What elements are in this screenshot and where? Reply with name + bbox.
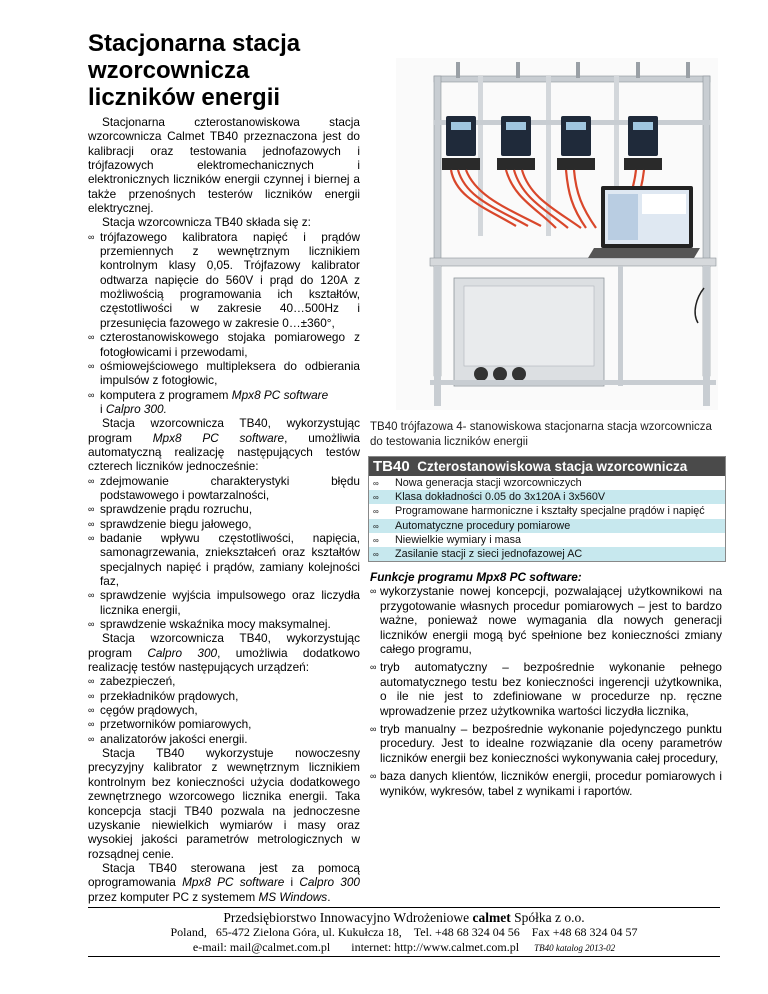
test-item: ∞ sprawdzenie wyjścia impulsowego oraz liczydła licznika energii,: [88, 588, 360, 617]
bullet-icon: ∞: [373, 493, 379, 503]
test-item: ∞ zdejmowanie charakterystyki błędu podstawowego i powtarzalności,: [88, 473, 360, 502]
concept-paragraph: Stacja TB40 wykorzystuje nowoczesny precyzyjny kalibrator z wewnętrznym licznikiem kontrolnym bez konieczności użycia dodatkowego zewnętrznego wzorcowego licznika energii. Taka koncepcja stacji TB40 pozwala na jednoczesne uzyskanie niewielkich wymiarów i masy oraz wysokiej jakości parametrów metrologicznych w rozsądnej cenie.: [88, 746, 360, 861]
calpro-paragraph: Stacja wzorcownicza TB40, wykorzystując program Calpro 300, umożliwia dodatkowo realizację testów następujących urządzeń:: [88, 631, 360, 675]
bullet-icon: ∞: [370, 662, 377, 673]
company-address: Poland, 65-472 Zielona Góra, ul. Kukułcza 18, Tel. +48 68 324 04 56 Fax +48 68 324 04 57: [170, 925, 638, 939]
hook: [576, 62, 580, 78]
feature-row: ∞ Klasa dokładności 0.05 do 3x120A i 3x560V: [369, 490, 725, 504]
test-item: ∞ badanie wpływu częstotliwości, napięcia, samonagrzewania, zniekształceń oraz kształtów specjalnych napięć i prądów, zamiany kolejności faz,: [88, 530, 360, 588]
bullet-icon: ∞: [88, 518, 95, 529]
composition-item: ∞ trójfazowego kalibratora napięć i prądów przemiennych z wewnętrznym licznikiem kontrolnym klasy 0,05. Trójfazowy kalibrator odtwarza napięcie do 560V i prąd do 120A z możliwością programowania ich kształtów, częstotliwości w zakresie 40…500Hz i przesunięcia fazowego w zakresie 0…±360°,: [88, 229, 360, 330]
company-footer: [88, 907, 720, 957]
bottom-rail: [430, 380, 716, 385]
bullet-icon: ∞: [373, 521, 379, 531]
device-item: ∞ analizatorów jakości energii.: [88, 731, 248, 746]
automation-paragraph: Stacja wzorcownicza TB40, wykorzystując program Mpx8 PC software, umożliwia automatyczną realizację następujących testów czterech liczników jednocześnie:: [88, 416, 360, 474]
bullet-icon: ∞: [88, 676, 95, 687]
meter-1: [446, 116, 476, 156]
hook: [636, 62, 640, 78]
feature-row: ∞ Niewielkie wymiary i masa: [369, 533, 725, 547]
bullet-icon: ∞: [370, 771, 377, 782]
feature-row: ∞ Programowane harmoniczne i kształty specjalne prądów i napięć: [369, 504, 725, 518]
leg: [434, 266, 441, 406]
feature-row: ∞ Automatyczne procedury pomiarowe: [369, 519, 725, 533]
terminal-block: [442, 158, 480, 170]
composition-item: ∞ ośmiowejściowego multipleksera do odbierania impulsów z fotogłowic,: [88, 358, 360, 388]
bullet-icon: ∞: [88, 733, 95, 744]
bullet-icon: ∞: [373, 507, 379, 517]
feature-table-header: TB40 Czterostanowiskowa stacja wzorcownicza: [369, 457, 725, 476]
bullet-icon: ∞: [88, 619, 95, 630]
device-item: ∞ cęgów prądowych,: [88, 703, 198, 718]
bullet-icon: ∞: [88, 475, 95, 486]
bullet-icon: ∞: [88, 705, 95, 716]
bullet-icon: ∞: [88, 532, 95, 543]
hook: [686, 62, 690, 78]
device-item: ∞ zabezpieczeń,: [88, 674, 176, 689]
leg: [618, 266, 623, 386]
bullet-icon: ∞: [88, 231, 95, 242]
bullet-icon: ∞: [88, 690, 95, 701]
terminal-block: [557, 158, 595, 170]
meter-4: [628, 116, 658, 156]
function-item: ∞ wykorzystanie nowej koncepcji, pozwalającej użytkownikowi na przygotowanie własnych procedur pomiarowych – jest to bardzo ważne, ponieważ nowe wymagania dla nowych generacji liczników energii mogą być spełnione bez konieczności zmiany całego programu,: [370, 584, 722, 657]
website-link[interactable]: internet: http://www.calmet.com.pl: [351, 940, 520, 954]
bullet-icon: ∞: [373, 479, 379, 488]
catalog-code: TB40 katalog 2013-02: [534, 943, 616, 953]
composition-intro: Stacja wzorcownicza TB40 składa się z:: [102, 215, 311, 230]
test-item: ∞ sprawdzenie wskaźnika mocy maksymalnej.: [88, 617, 331, 632]
bullet-icon: ∞: [370, 586, 377, 597]
function-item: ∞ tryb manualny – bezpośrednie wykonanie pojedynczego punktu procedury. Jest to idealne rozwiązanie dla oceny parametrów liczników energii bez konieczności wykonywania całej procedury,: [370, 722, 722, 765]
composition-item: ∞ komputera z programem Mpx8 PC software i Calpro 300.: [88, 387, 329, 416]
bullet-icon: ∞: [88, 332, 95, 343]
bullet-icon: ∞: [88, 719, 95, 730]
product-photo: [396, 58, 718, 410]
bullet-icon: ∞: [88, 590, 95, 601]
terminal-block: [624, 158, 662, 170]
right-column: [370, 570, 722, 802]
bullet-icon: ∞: [373, 535, 379, 545]
feature-row: ∞ Nowa generacja stacji wzorcowniczych: [369, 476, 725, 490]
bullet-icon: ∞: [370, 724, 377, 735]
terminal-block: [497, 158, 535, 170]
hook: [516, 62, 520, 78]
function-item: ∞ tryb automatyczny – bezpośrednie wykonanie pełnego automatycznego testu bez konieczności ingerencji użytkownika, o ile nie jest to zdefiniowane w procedurze np. ręczne wprowadzenie przez użytkownika wartości liczydła licznika,: [370, 660, 722, 718]
laptop: [588, 186, 700, 258]
composition-item: ∞ czterostanowiskowego stojaka pomiarowego z fotogłowicami i przewodami,: [88, 330, 360, 359]
leg: [703, 266, 710, 406]
email-link[interactable]: e-mail: mail@calmet.com.pl: [192, 940, 331, 954]
test-item: ∞ sprawdzenie biegu jałowego,: [88, 516, 252, 531]
device-item: ∞ przekładników prądowych,: [88, 688, 239, 703]
hook: [456, 62, 460, 78]
calibrator-cabinet: [454, 278, 604, 386]
mid-upright: [478, 76, 483, 236]
company-contact: [88, 940, 720, 956]
company-name: Przedsiębiorstwo Innowacyjno Wdrożeniowe calmet Spółka z o.o.: [223, 910, 585, 925]
left-column: [88, 115, 360, 904]
bullet-icon: ∞: [88, 504, 95, 515]
meter-3: [561, 116, 591, 156]
test-item: ∞ sprawdzenie prądu rozruchu,: [88, 502, 253, 517]
photo-caption: TB40 trójfazowa 4- stanowiskowa stacjonarna stacja wzorcownicza do testowania liczników energii: [370, 421, 712, 448]
bullet-icon: ∞: [373, 549, 379, 559]
feature-row: ∞ Zasilanie stacji z sieci jednofazowej AC: [369, 547, 725, 561]
device-item: ∞ przetworników pomiarowych,: [88, 717, 252, 732]
feature-table: [368, 456, 726, 562]
bullet-icon: ∞: [88, 389, 95, 400]
functions-title: Funkcje programu Mpx8 PC software:: [370, 570, 582, 584]
intro-paragraph: Stacjonarna czterostanowiskowa stacja wzorcownicza Calmet TB40 przeznaczona jest do kalibracji oraz testowania jednofazowych i trójfazowych elektromechanicznych i elektronicznych liczników energii czynnej i biernej a także przenośnych testerów liczników energii elektrycznej.: [88, 115, 360, 216]
meter-2: [501, 116, 531, 156]
control-paragraph: Stacja TB40 sterowana jest za pomocą oprogramowania Mpx8 PC software i Calpro 300 przez komputer PC z systemem MS Windows.: [88, 860, 360, 904]
page-title: Stacjonarna stacja wzorcownicza liczników energii: [88, 30, 301, 111]
function-item: ∞ baza danych klientów, liczników energii, procedur pomiarowych i wyników, wykresów, tabel z wynikami i raportów.: [370, 769, 722, 798]
top-rail: [434, 76, 710, 82]
desk-top: [430, 258, 716, 266]
bullet-icon: ∞: [88, 360, 95, 371]
